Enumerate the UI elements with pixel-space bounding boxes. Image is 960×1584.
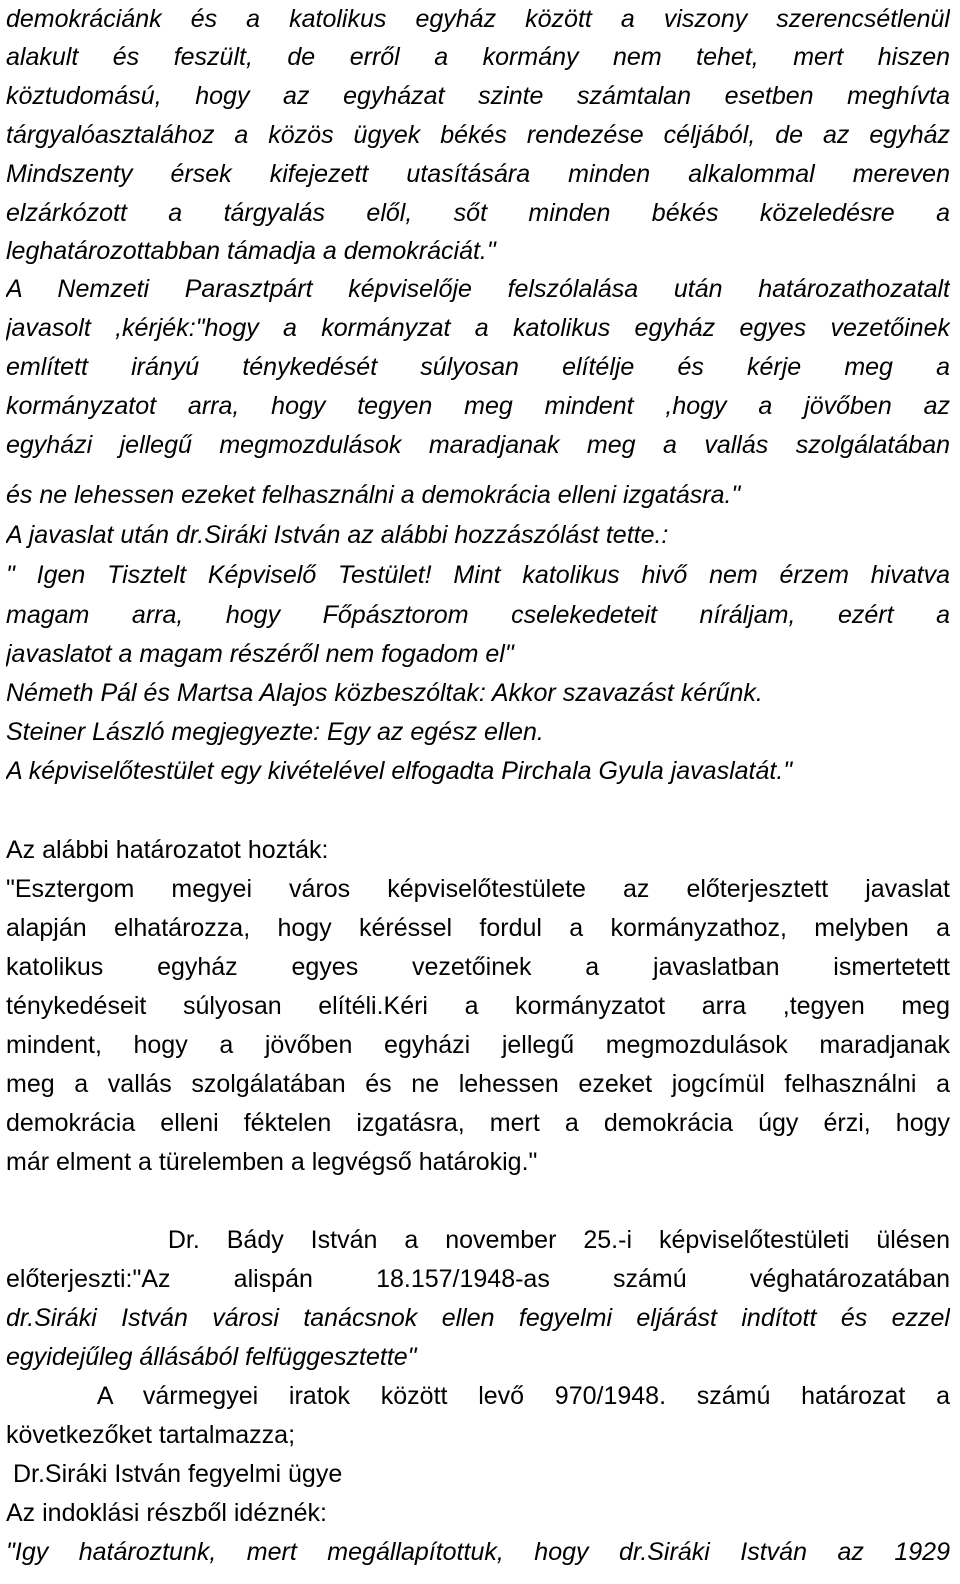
text-line: kormányzatot arra, hogy tegyen meg mindent ,hogy a jövőben az — [6, 392, 950, 420]
text-line: mindent, hogy a jövőben egyházi jellegű megmozdulások maradjanak — [6, 1031, 950, 1059]
text-line: Dr.Siráki István fegyelmi ügye — [6, 1460, 343, 1488]
text-line: " Igen Tisztelt Képviselő Testület! Mint katolikus hivő nem érzem hivatva — [6, 561, 950, 589]
text-line: dr.Siráki István városi tanácsnok ellen fegyelmi eljárást indított és ezzel — [6, 1304, 950, 1332]
text-line: magam arra, hogy Főpásztorom cselekedeteit níráljam, ezért a — [6, 601, 950, 629]
text-line: alapján elhatározza, hogy kéréssel fordul a kormányzathoz, melyben a — [6, 914, 950, 942]
text-line: Németh Pál és Martsa Alajos közbeszóltak: Akkor szavazást kérűnk. — [6, 679, 763, 707]
text-line: tárgyalóasztalához a közös ügyek békés rendezése céljából, de az egyház — [6, 121, 950, 149]
text-line: katolikus egyház egyes vezetőinek a javaslatban ismertetett — [6, 953, 950, 981]
text-line: A képviselőtestület egy kivételével elfogadta Pirchala Gyula javaslatát." — [6, 757, 793, 785]
text-line: A javaslat után dr.Siráki István az alábbi hozzászólást tette.: — [6, 521, 669, 549]
text-line: és ne lehessen ezeket felhasználni a demokrácia elleni izgatásra." — [6, 481, 741, 509]
text-line: előterjeszti:"Az alispán 18.157/1948-as számú véghatározatában — [6, 1265, 950, 1293]
text-line: leghatározottabban támadja a demokráciát." — [6, 237, 496, 265]
text-line: demokráciánk és a katolikus egyház között a viszony szerencsétlenül — [6, 5, 950, 33]
text-line: következőket tartalmazza; — [6, 1421, 296, 1449]
text-line: javaslatot a magam részéről nem fogadom el" — [6, 640, 514, 668]
text-line: A Nemzeti Parasztpárt képviselője felszólalása után határozathozatalt — [6, 275, 950, 303]
text-line: javasolt ,kérjék:"hogy a kormányzat a katolikus egyház egyes vezetőinek — [6, 314, 950, 342]
text-line: elzárkózott a tárgyalás elől, sőt minden békés közeledésre a — [6, 199, 950, 227]
text-line: A vármegyei iratok között levő 970/1948. számú határozat a — [6, 1382, 950, 1410]
section-heading: Az alábbi határozatot hozták: — [6, 836, 329, 864]
text-line: alakult és feszült, de erről a kormány nem tehet, mert hiszen — [6, 43, 950, 71]
text-line: demokrácia elleni féktelen izgatásra, mert a demokrácia úgy érzi, hogy — [6, 1109, 950, 1137]
text-line: Az indoklási részből idéznék: — [6, 1499, 327, 1527]
text-line: köztudomású, hogy az egyházat szinte számtalan esetben meghívta — [6, 82, 950, 110]
text-line: egyházi jellegű megmozdulások maradjanak meg a vallás szolgálatában — [6, 431, 950, 459]
text-line: "Igy határoztunk, mert megállapítottuk, hogy dr.Siráki István az 1929 — [6, 1538, 950, 1566]
text-line: Mindszenty érsek kifejezett utasítására minden alkalommal mereven — [6, 160, 950, 188]
text-line: már elment a türelemben a legvégső határokig." — [6, 1148, 538, 1176]
text-line: Steiner László megjegyezte: Egy az egész ellen. — [6, 718, 544, 746]
text-line: egyidejűleg állásából felfüggesztette" — [6, 1343, 417, 1371]
text-line: említett irányú ténykedését súlyosan elítélje és kérje meg a — [6, 353, 950, 381]
text-line: meg a vallás szolgálatában és ne lehessen ezeket jogcímül felhasználni a — [6, 1070, 950, 1098]
text-line: "Esztergom megyei város képviselőtestülete az előterjesztett javaslat — [6, 875, 950, 903]
text-line: ténykedéseit súlyosan elítéli.Kéri a kormányzatot arra ,tegyen meg — [6, 992, 950, 1020]
text-line: Dr. Bády István a november 25.-i képviselőtestületi ülésen — [6, 1226, 950, 1254]
